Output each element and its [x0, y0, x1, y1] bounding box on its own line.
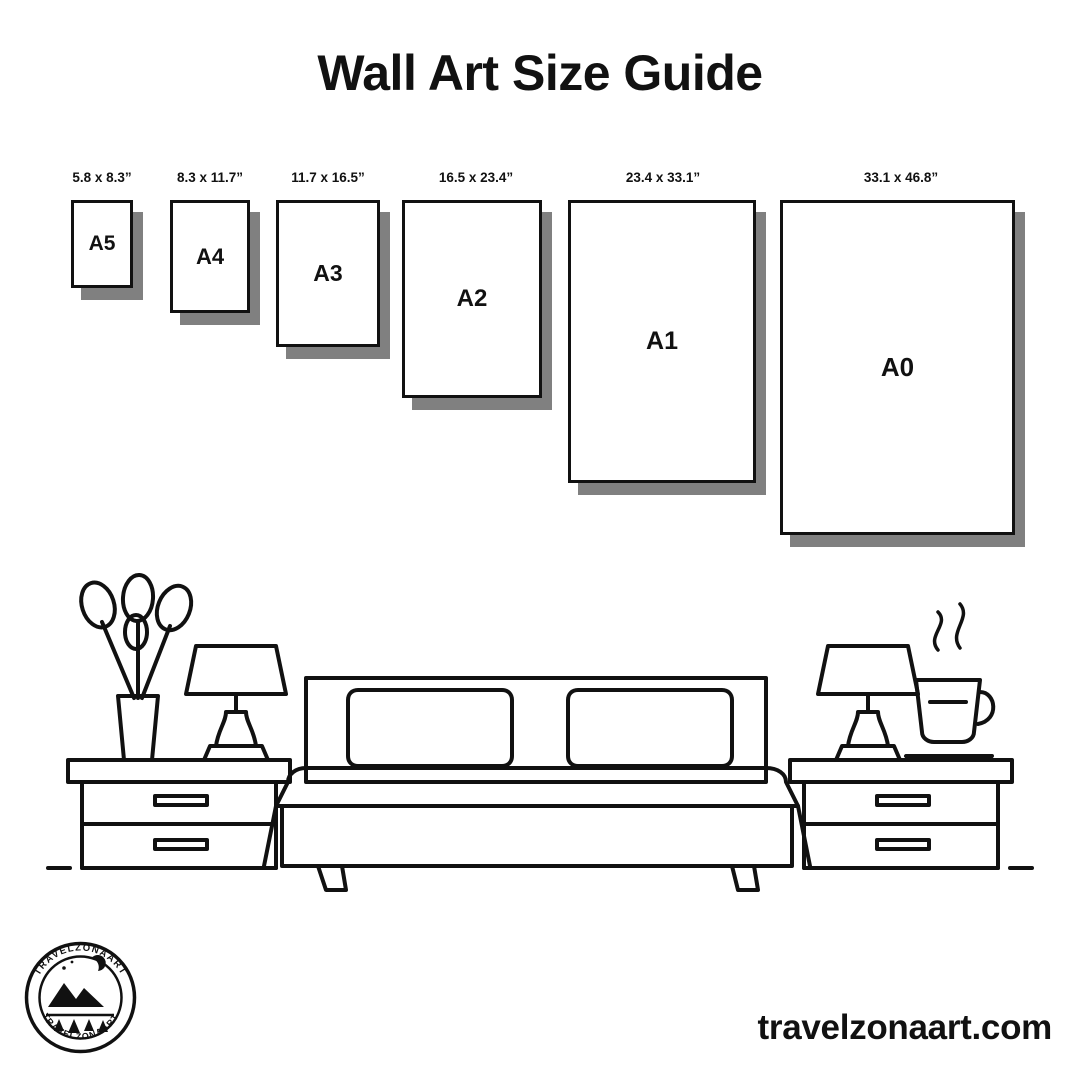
frame-a2 [402, 200, 542, 398]
logo-text-bottom: TRAVELZONAART [40, 1011, 121, 1042]
frame-box-a0 [780, 200, 1015, 535]
table-lamp-left [186, 646, 286, 760]
nightstand-right [790, 760, 1012, 868]
plant-vase [76, 574, 198, 760]
nightstand-left [68, 760, 290, 868]
drawer-handle-3 [877, 796, 929, 805]
page-title: Wall Art Size Guide [317, 45, 763, 101]
frame-a1 [568, 200, 756, 483]
frame-name-a0: A0 [880, 352, 915, 382]
frame-box-a4 [170, 200, 250, 313]
size-label-a2: 16.5 x 23.4” [438, 170, 514, 185]
size-guide [0, 160, 1080, 590]
frame-box-a1 [568, 200, 756, 483]
frame-a4 [170, 200, 250, 313]
frame-a3 [276, 200, 380, 347]
size-label-a4: 8.3 x 11.7” [176, 170, 244, 185]
star-icon [71, 961, 74, 964]
frame-name-a3: A3 [313, 260, 343, 286]
drawer-handle-1 [155, 796, 207, 805]
frame-name-a1: A1 [646, 327, 678, 355]
size-label-a0: 33.1 x 46.8” [863, 170, 939, 185]
drawer-handle-4 [877, 840, 929, 849]
frame-box-a5 [71, 200, 133, 288]
frame-name-a4: A4 [195, 243, 225, 269]
mountain-icon [48, 983, 104, 1007]
coffee-cup [906, 604, 993, 760]
frame-box-a3 [276, 200, 380, 347]
logo-text-top: TRAVELZONAART [32, 942, 129, 978]
star-icon [62, 966, 66, 970]
bed [264, 678, 810, 890]
bedroom-illustration [30, 570, 1050, 910]
steam-1 [935, 612, 942, 650]
size-label-a1: 23.4 x 33.1” [625, 170, 701, 185]
frame-name-a5: A5 [88, 232, 116, 255]
size-label-a5: 5.8 x 8.3” [72, 170, 132, 185]
steam-2 [957, 604, 964, 648]
brand-logo [18, 935, 143, 1060]
drawer-handle-2 [155, 840, 207, 849]
frame-a0 [780, 200, 1015, 535]
frame-box-a2 [402, 200, 542, 398]
frame-name-a2: A2 [456, 285, 488, 312]
table-lamp-right [818, 646, 918, 760]
size-label-a3: 11.7 x 16.5” [291, 170, 365, 185]
frame-a5 [71, 200, 133, 288]
website-url: travelzonaart.com [757, 1008, 1052, 1047]
